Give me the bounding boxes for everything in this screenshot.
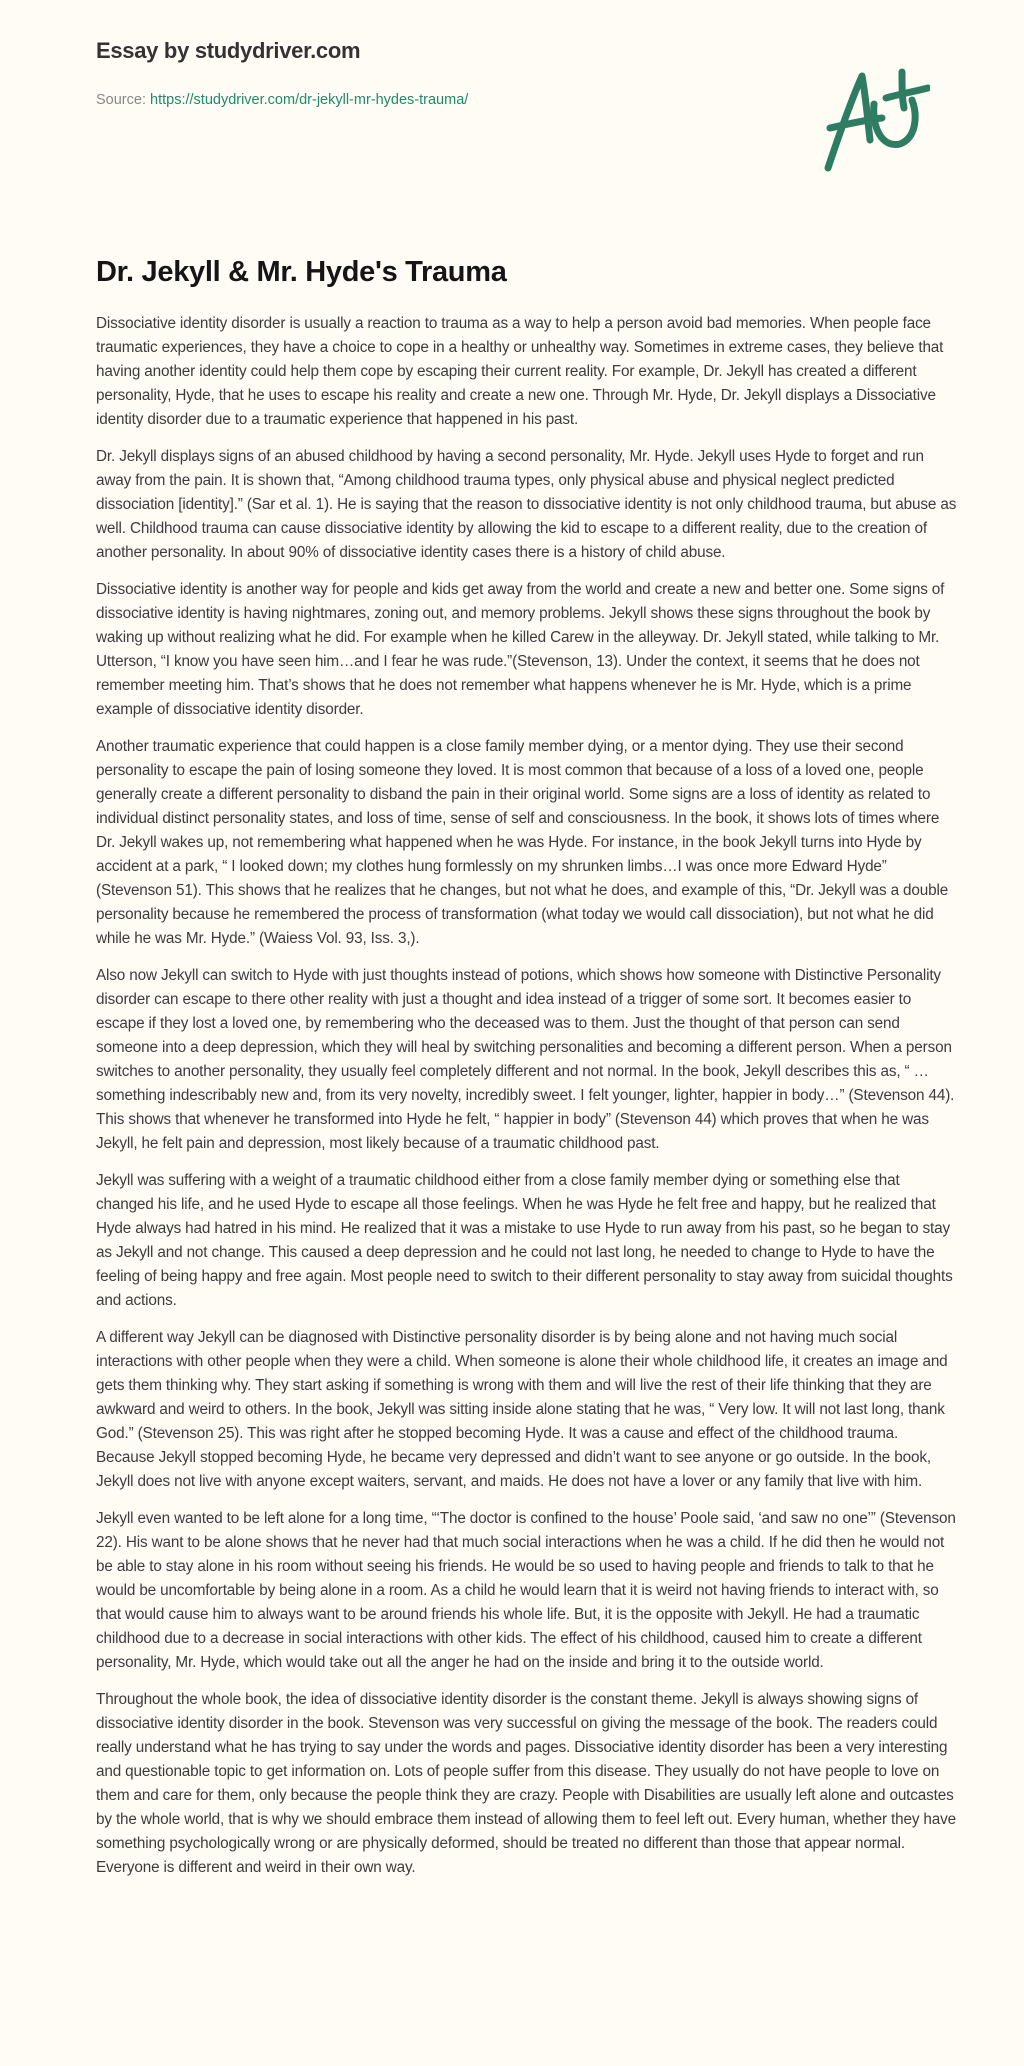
- source-link[interactable]: https://studydriver.com/dr-jekyll-mr-hydes-trauma/: [150, 92, 469, 108]
- essay-paragraph: Throughout the whole book, the idea of dissociative identity disorder is the constant theme. Jekyll is always showing signs of dissociative identity disorder in the book. Stevenson was very successful on giving the message of the book. The readers could really understand what he has trying to say under the words and pages. Dissociative identity disorder has been a very interesting and questionable topic to get information on. Lots of people suffer from this disease. They usually do not have people to love on them and care for them, only because the people think they are crazy. People with Disabilities are usually left alone and outcastes by the whole world, that is why we should embrace them instead of allowing them to feel left out. Every human, whether they have something psychologically wrong or are physically deformed, should be treated no different than those that appear normal. Everyone is different and weird in their own way.: [96, 1691, 956, 1876]
- essay-body: [96, 312, 958, 1893]
- essay-title: Dr. Jekyll & Mr. Hyde's Trauma: [96, 256, 507, 288]
- site-title: Essay by studydriver.com: [96, 38, 361, 63]
- essay-paragraph: Jekyll was suffering with a weight of a traumatic childhood either from a close family member dying or something else that changed his life, and he used Hyde to escape all those feelings. When he was Hyde he felt free and happy, but he realized that Hyde always had hatred in his mind. He realized that it was a mistake to use Hyde to run away from his past, so he began to stay as Jekyll and not change. This caused a deep depression and he could not last long, he needed to change to Hyde to have the feeling of being happy and free again. Most people need to switch to their different personality to stay away from suicidal thoughts and actions.: [96, 1172, 953, 1309]
- essay-paragraph: Dissociative identity disorder is usually a reaction to trauma as a way to help a person avoid bad memories. When people face traumatic experiences, they have a choice to cope in a healthy or unhealthy way. Sometimes in extreme cases, they believe that having another identity could help them cope by escaping their current reality. For example, Dr. Jekyll has created a different personality, Hyde, that he uses to escape his reality and create a new one. Through Mr. Hyde, Dr. Jekyll displays a Dissociative identity disorder due to a traumatic experience that happened in his past.: [96, 315, 944, 428]
- essay-paragraph: A different way Jekyll can be diagnosed with Distinctive personality disorder is by being alone and not having much social interactions with other people when they were a child. When someone is alone their whole childhood life, it creates an image and gets them thinking why. They start asking if something is wrong with them and will live the rest of their life thinking that they are awkward and weird to others. In the book, Jekyll was sitting inside alone stating that he was, “ Very low. It will not last long, thank God.” (Stevenson 25). This was right after he stopped becoming Hyde. It was a cause and effect of the childhood trauma. Because Jekyll stopped becoming Hyde, he became very depressed and didn’t want to see anyone or go outside. In the book, Jekyll does not live with anyone except waiters, servant, and maids. He does not have a lover or any family that live with him.: [96, 1329, 948, 1490]
- essay-paragraph: Another traumatic experience that could happen is a close family member dying, or a mentor dying. They use their second personality to escape the pain of losing someone they loved. It is most common that because of a loss of a loved one, people generally create a different personality to disband the pain in their original world. Some signs are a loss of identity as related to individual distinct personality states, and loss of time, sense of self and consciousness. In the book, it shows lots of times where Dr. Jekyll wakes up, not remembering what happened when he was Hyde. For instance, in the book Jekyll turns into Hyde by accident at a park, “ I looked down; my clothes hung formlessly on my shrunken limbs…I was once more Edward Hyde” (Stevenson 51). This shows that he realizes that he changes, but not what he does, and example of this, “Dr. Jekyll was a double personality because he remembered the process of transformation (what today we would call dissociation), but not what he did while he was Mr. Hyde.” (Waiess Vol. 93, Iss. 3,).: [96, 738, 949, 947]
- a-plus-logo-icon: [820, 68, 930, 173]
- page-header: [0, 0, 1024, 200]
- essay-paragraph: Jekyll even wanted to be left alone for a long time, “‘The doctor is confined to the house’ Poole said, ‘and saw no one’” (Stevenson 22). His want to be alone shows that he never had that much social interactions when he was a child. If he did then he would not be able to stay alone in his room without seeing his friends. He would be so used to having people and friends to talk to that he would be uncomfortable by being alone in a room. As a child he would learn that it is weird not having friends to interact with, so that would cause him to always want to be around friends his whole life. But, it is the opposite with Jekyll. He had a traumatic childhood due to a decrease in social interactions with other kids. The effect of his childhood, caused him to create a different personality, Mr. Hyde, which would take out all the anger he had on the inside and bring it to the outside world.: [96, 1510, 956, 1671]
- source-line: [96, 92, 468, 108]
- essay-paragraph: Also now Jekyll can switch to Hyde with just thoughts instead of potions, which shows how someone with Distinctive Personality disorder can escape to there other reality with just a thought and idea instead of a trigger of some sort. It becomes easier to escape if they lost a loved one, by remembering who the deceased was to them. Just the thought of that person can send someone into a deep depression, which they will heal by switching personalities and becoming a different person. When a person switches to another personality, they usually feel completely different and not normal. In the book, Jekyll describes this as, “ … something indescribably new and, from its very novelty, incredibly sweet. I felt younger, lighter, happier in body…” (Stevenson 44). This shows that whenever he transformed into Hyde he felt, “ happier in body” (Stevenson 44) which proves that when he was Jekyll, he felt pain and depression, most likely because of a traumatic childhood past.: [96, 967, 955, 1152]
- essay-paragraph: Dissociative identity is another way for people and kids get away from the world and create a new and better one. Some signs of dissociative identity is having nightmares, zoning out, and memory problems. Jekyll shows these signs throughout the book by waking up without realizing what he did. For example when he killed Carew in the alleyway. Dr. Jekyll stated, while talking to Mr. Utterson, “I know you have seen him…and I fear he was rude.”(Stevenson, 13). Under the context, it seems that he does not remember meeting him. That’s shows that he does not remember what happens whenever he is Mr. Hyde, which is a prime example of dissociative identity disorder.: [96, 581, 945, 718]
- source-label: Source:: [96, 92, 146, 108]
- essay-paragraph: Dr. Jekyll displays signs of an abused childhood by having a second personality, Mr. Hyde. Jekyll uses Hyde to forget and run away from the pain. It is shown that, “Among childhood trauma types, only physical abuse and physical neglect predicted dissociation [identity].” (Sar et al. 1). He is saying that the reason to dissociative identity is not only childhood trauma, but abuse as well. Childhood trauma can cause dissociative identity by allowing the kid to escape to a different reality, due to the creation of another personality. In about 90% of dissociative identity cases there is a history of child abuse.: [96, 448, 957, 561]
